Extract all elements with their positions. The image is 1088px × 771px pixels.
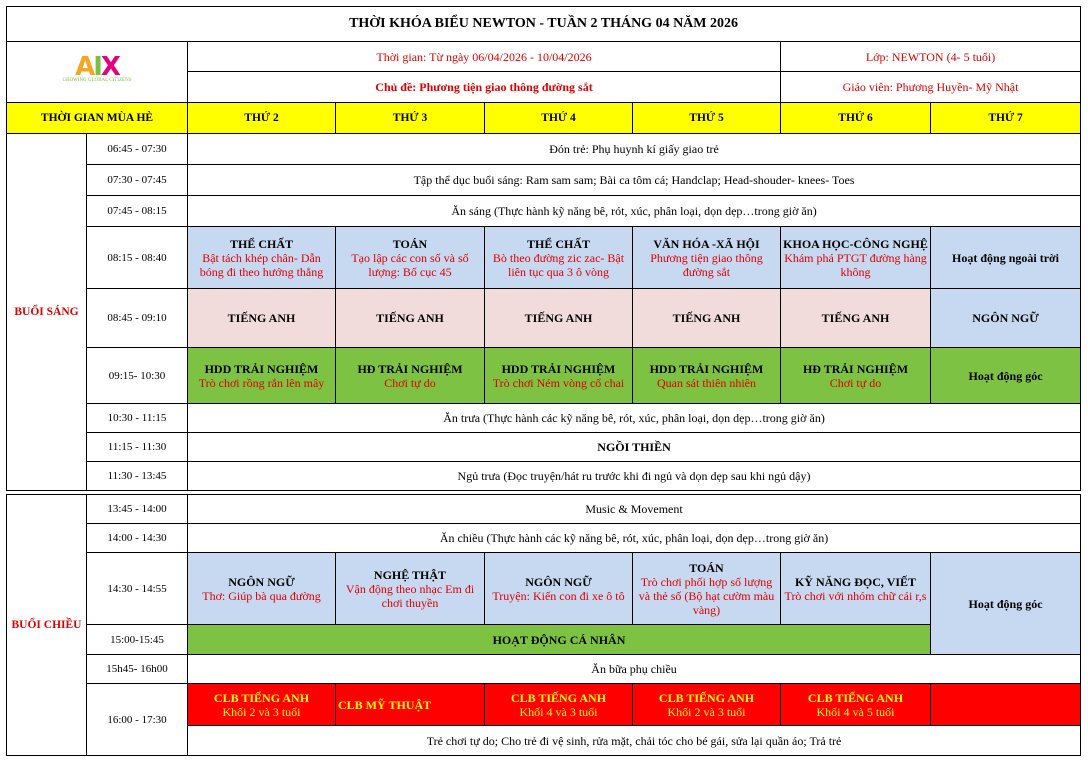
- header-day-sat: THỨ 7: [931, 103, 1081, 134]
- activity-cell: HDD TRẢI NGHIỆM Trò chơi rồng rắn lên mây: [188, 348, 336, 404]
- activity-cell: VĂN HÓA -XÃ HỘI Phương tiện giao thông đường sắt: [633, 227, 781, 289]
- activity-cell: HDD TRẢI NGHIỆM Trò chơi Ném vòng cổ chai: [485, 348, 633, 404]
- time-slot: 09:15- 10:30: [87, 348, 188, 404]
- time-slot: 16:00 - 17:30: [87, 684, 188, 756]
- time-slot: 15h45- 16h00: [87, 655, 188, 684]
- activity-full: NGỒI THIỀN: [188, 433, 1081, 462]
- club-cell: CLB TIẾNG ANH Khối 2 và 3 tuổi: [633, 684, 781, 726]
- time-slot: 14:00 - 14:30: [87, 524, 188, 553]
- theme: Chủ đề: Phương tiện giao thông đường sắt: [188, 72, 781, 103]
- activity-cell: TIẾNG ANH: [485, 289, 633, 348]
- activity-cell: HDD TRẢI NGHIỆM Quan sát thiên nhiên: [633, 348, 781, 404]
- page-title: THỜI KHÓA BIỂU NEWTON - TUẦN 2 THÁNG 04 NĂM 2026: [7, 7, 1081, 42]
- activity-cell: HĐ TRẢI NGHIỆM Chơi tự do: [336, 348, 485, 404]
- header-day-thu: THỨ 5: [633, 103, 781, 134]
- activity-cell: TIẾNG ANH: [188, 289, 336, 348]
- time-slot: 07:45 - 08:15: [87, 196, 188, 227]
- time-slot: 15:00-15:45: [87, 625, 188, 655]
- activity-full: Ăn sáng (Thực hành kỹ năng bê, rót, xúc, phân loại, dọn dẹp…trong giờ ăn): [188, 196, 1081, 227]
- header-day-mon: THỨ 2: [188, 103, 336, 134]
- class-info: Lớp: NEWTON (4- 5 tuổi): [781, 42, 1081, 72]
- activity-full: Music & Movement: [188, 495, 1081, 524]
- header-day-tue: THỨ 3: [336, 103, 485, 134]
- activity-cell: NGHỆ THẬT Vận động theo nhạc Em đi chơi thuyền: [336, 553, 485, 625]
- club-cell: CLB MỸ THUẬT: [336, 684, 485, 726]
- time-slot: 13:45 - 14:00: [87, 495, 188, 524]
- activity-full: Ngủ trưa (Đọc truyện/hát ru trước khi đi ngủ và dọn dẹp sau khi ngủ dậy): [188, 462, 1081, 491]
- activity-cell: Hoạt động góc: [931, 553, 1081, 655]
- activity-cell: HĐ TRẢI NGHIỆM Chơi tự do: [781, 348, 931, 404]
- activity-cell: NGÔN NGỮ: [931, 289, 1081, 348]
- logo-icon: AIX: [75, 52, 119, 82]
- activity-cell: NGÔN NGỮ Thơ: Giúp bà qua đường: [188, 553, 336, 625]
- teacher-info: Giáo viên: Phương Huyền- Mỹ Nhật: [781, 72, 1081, 103]
- schedule-table: [6, 6, 1081, 491]
- header-time: THỜI GIAN MÙA HÈ: [7, 103, 188, 134]
- activity-cell: TOÁN Tạo lập các con số và số lượng: Bố cục 45: [336, 227, 485, 289]
- time-slot: 07:30 - 07:45: [87, 165, 188, 196]
- activity-cell: KHOA HỌC-CÔNG NGHỆ Khám phá PTGT đường hàng không: [781, 227, 931, 289]
- schedule-table-afternoon: [6, 494, 1081, 756]
- club-cell: CLB TIẾNG ANH Khối 4 và 3 tuổi: [485, 684, 633, 726]
- session-afternoon: BUỔI CHIỀU: [7, 495, 87, 756]
- activity-cell: NGÔN NGỮ Truyện: Kiến con đi xe ô tô: [485, 553, 633, 625]
- club-cell-empty: [931, 684, 1081, 726]
- activity-cell: TIẾNG ANH: [781, 289, 931, 348]
- time-slot: 08:15 - 08:40: [87, 227, 188, 289]
- time-slot: 11:15 - 11:30: [87, 433, 188, 462]
- activity-cell: TOÁN Trò chơi phối hợp số lượng và thẻ số (Bộ hạt cườm màu vàng): [633, 553, 781, 625]
- activity-full: Ăn chiều (Thực hành các kỹ năng bê, rót, xúc, phân loại, dọn dẹp…trong giờ ăn): [188, 524, 1081, 553]
- session-morning: BUỔI SÁNG: [7, 134, 87, 491]
- activity-cell: KỸ NĂNG ĐỌC, VIẾT Trò chơi với nhóm chữ cái r,s: [781, 553, 931, 625]
- activity-full: Trẻ chơi tự do; Cho trẻ đi vệ sinh, rửa mặt, chải tóc cho bé gái, sửa lại quần áo; Trả trẻ: [188, 726, 1081, 756]
- club-cell: CLB TIẾNG ANH Khối 4 và 5 tuổi: [781, 684, 931, 726]
- club-cell: CLB TIẾNG ANH Khối 2 và 3 tuổi: [188, 684, 336, 726]
- activity-cell: Hoạt động góc: [931, 348, 1081, 404]
- activity-full: Ăn trưa (Thực hành các kỹ năng bê, rót, xúc, phân loại, dọn dẹp…trong giờ ăn): [188, 404, 1081, 433]
- time-slot: 06:45 - 07:30: [87, 134, 188, 165]
- activity-cell: TIẾNG ANH: [336, 289, 485, 348]
- logo-subtext: GROWING GLOBAL CITIZENS: [62, 78, 132, 83]
- time-slot: 11:30 - 13:45: [87, 462, 188, 491]
- activity-full: Tập thể dục buổi sáng: Ram sam sam; Bài ca tôm cá; Handclap; Head-shouder- knees- Toes: [188, 165, 1081, 196]
- time-slot: 14:30 - 14:55: [87, 553, 188, 625]
- school-logo: [7, 42, 188, 103]
- activity-cell: Hoạt động ngoài trời: [931, 227, 1081, 289]
- individual-activity: HOẠT ĐỘNG CÁ NHÂN: [188, 625, 931, 655]
- time-slot: 10:30 - 11:15: [87, 404, 188, 433]
- activity-full: Ăn bữa phụ chiều: [188, 655, 1081, 684]
- header-day-wed: THỨ 4: [485, 103, 633, 134]
- activity-cell: TIẾNG ANH: [633, 289, 781, 348]
- header-day-fri: THỨ 6: [781, 103, 931, 134]
- activity-cell: THỂ CHẤT Bò theo đường zic zac- Bật liên tục qua 3 ô vòng: [485, 227, 633, 289]
- activity-full: Đón trẻ: Phụ huynh kí giấy giao trẻ: [188, 134, 1081, 165]
- time-range: Thời gian: Từ ngày 06/04/2026 - 10/04/2026: [188, 42, 781, 72]
- activity-cell: THỂ CHẤT Bật tách khép chân- Dẫn bóng đi theo hướng thẳng: [188, 227, 336, 289]
- time-slot: 08:45 - 09:10: [87, 289, 188, 348]
